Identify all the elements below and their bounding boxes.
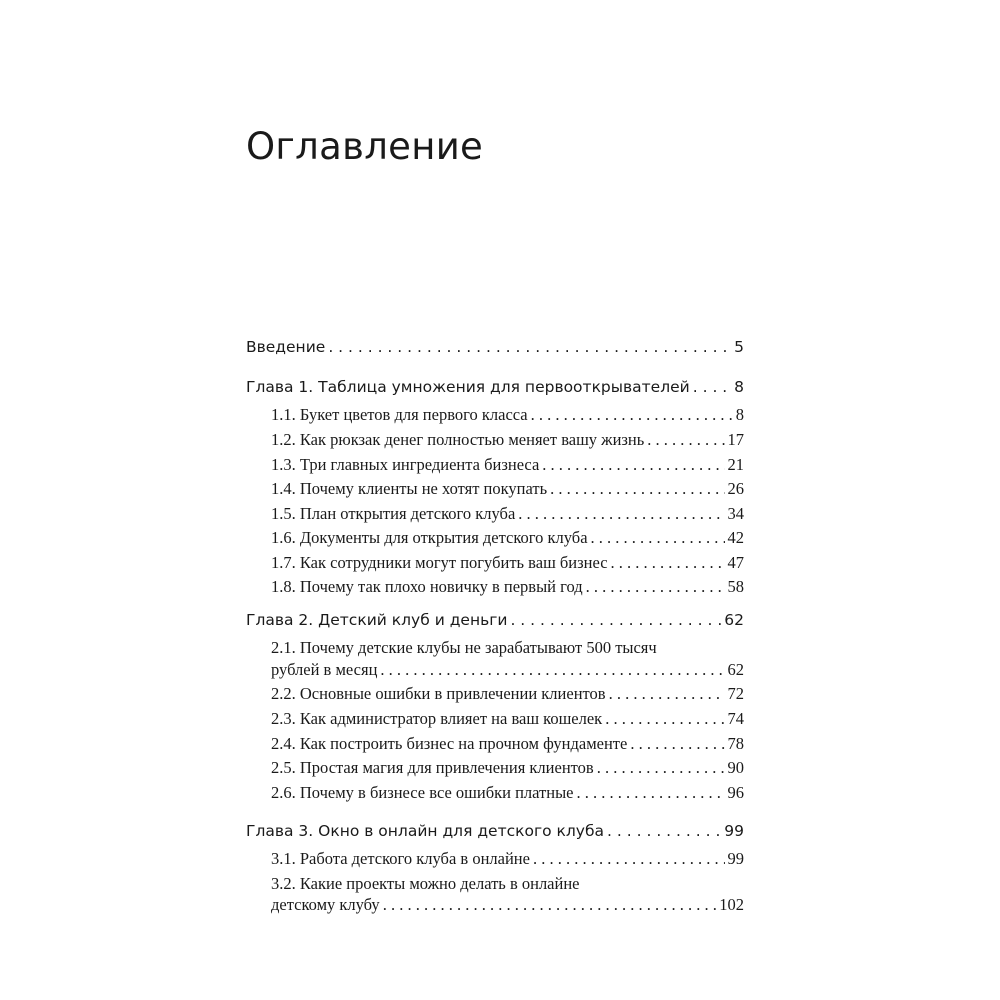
- toc-entry-page: 26: [727, 479, 744, 498]
- toc-entry-page: 58: [727, 577, 744, 596]
- dot-leader: [597, 760, 725, 777]
- dot-leader: [609, 686, 725, 703]
- dot-leader: [510, 613, 721, 629]
- toc-entry-label: 1.3. Три главных ингредиента бизнеса: [271, 455, 540, 474]
- toc-entry-label: Глава 1. Таблица умножения для первооткрывателей: [246, 378, 690, 396]
- toc-entry-section-2-4[interactable]: [271, 736, 744, 753]
- toc-entry-chapter-3[interactable]: [246, 824, 744, 840]
- toc-entry-page: 102: [719, 895, 744, 914]
- toc-entry-page: 78: [727, 734, 744, 753]
- dot-leader: [550, 481, 724, 498]
- toc-entry-label: 1.4. Почему клиенты не хотят покупать: [271, 479, 548, 498]
- toc-entry-label: 2.3. Как администратор влияет на ваш кошелек: [271, 709, 603, 728]
- toc-entry-label: 1.7. Как сотрудники могут погубить ваш бизнес: [271, 553, 608, 572]
- toc-entry-introduction[interactable]: [246, 340, 744, 356]
- toc-entry-section-3-2-line1[interactable]: [271, 876, 580, 893]
- toc-entry-page: 17: [727, 430, 744, 449]
- toc-entry-label: 3.2. Какие проекты можно делать в онлайне: [271, 874, 580, 893]
- page-title: Оглавление: [246, 125, 484, 168]
- toc-entry-page: 74: [727, 709, 744, 728]
- toc-entry-section-2-6[interactable]: [271, 785, 744, 802]
- toc-entry-section-1-6[interactable]: [271, 530, 744, 547]
- toc-entry-page: 72: [727, 684, 744, 703]
- toc-entry-section-1-4[interactable]: [271, 481, 744, 498]
- toc-entry-page: 42: [727, 528, 744, 547]
- toc-entry-page: 90: [727, 758, 744, 777]
- dot-leader: [630, 736, 724, 753]
- toc-entry-section-1-7[interactable]: [271, 555, 744, 572]
- dot-leader: [607, 824, 721, 840]
- dot-leader: [605, 711, 724, 728]
- toc-entry-section-2-3[interactable]: [271, 711, 744, 728]
- dot-leader: [576, 785, 724, 802]
- toc-entry-label: 1.5. План открытия детского клуба: [271, 504, 516, 523]
- dot-leader: [542, 457, 724, 474]
- toc-entry-section-2-2[interactable]: [271, 686, 744, 703]
- toc-entry-label: рублей в месяц: [271, 660, 378, 679]
- toc-entry-label: 3.1. Работа детского клуба в онлайне: [271, 849, 530, 868]
- toc-entry-label: 2.5. Простая магия для привлечения клиентов: [271, 758, 594, 777]
- dot-leader: [531, 407, 733, 424]
- dot-leader: [611, 555, 725, 572]
- toc-entry-label: 2.1. Почему детские клубы не зарабатывают 500 тысяч: [271, 638, 657, 657]
- dot-leader: [383, 897, 717, 914]
- toc-entry-section-2-1-line1[interactable]: [271, 640, 657, 657]
- toc-entry-label: Введение: [246, 338, 326, 356]
- toc-entry-chapter-1[interactable]: [246, 380, 744, 396]
- toc-entry-section-2-5[interactable]: [271, 760, 744, 777]
- toc-entry-section-1-8[interactable]: [271, 579, 744, 596]
- toc-entry-page: 99: [727, 849, 744, 868]
- dot-leader: [693, 380, 731, 396]
- toc-entry-page: 34: [727, 504, 744, 523]
- toc-entry-page: 5: [734, 338, 744, 356]
- toc-entry-label: 1.1. Букет цветов для первого класса: [271, 405, 528, 424]
- toc-entry-label: детскому клубу: [271, 895, 380, 914]
- toc-entry-section-1-2[interactable]: [271, 432, 744, 449]
- toc-entry-chapter-2[interactable]: [246, 613, 744, 629]
- toc-entry-section-3-1[interactable]: [271, 851, 744, 868]
- dot-leader: [328, 340, 731, 356]
- toc-entry-page: 96: [727, 783, 744, 802]
- toc-entry-page: 62: [724, 611, 744, 629]
- toc-entry-section-1-5[interactable]: [271, 506, 744, 523]
- dot-leader: [586, 579, 725, 596]
- dot-leader: [647, 432, 724, 449]
- toc-entry-page: 62: [727, 660, 744, 679]
- toc-entry-section-1-1[interactable]: [271, 407, 744, 424]
- toc-entry-label: 1.8. Почему так плохо новичку в первый год: [271, 577, 583, 596]
- toc-entry-page: 47: [727, 553, 744, 572]
- toc-entry-page: 21: [727, 455, 744, 474]
- toc-entry-page: 99: [724, 822, 744, 840]
- toc-entry-label: Глава 3. Окно в онлайн для детского клуба: [246, 822, 605, 840]
- toc-entry-label: 2.4. Как построить бизнес на прочном фундаменте: [271, 734, 628, 753]
- dot-leader: [380, 662, 724, 679]
- toc-entry-label: 2.6. Почему в бизнесе все ошибки платные: [271, 783, 574, 802]
- toc-entry-page: 8: [735, 405, 744, 424]
- toc-entry-label: 1.6. Документы для открытия детского клуба: [271, 528, 588, 547]
- toc-entry-section-3-2[interactable]: [271, 897, 744, 914]
- toc-entry-page: 8: [734, 378, 744, 396]
- dot-leader: [518, 506, 724, 523]
- toc-entry-section-2-1[interactable]: [271, 662, 744, 679]
- dot-leader: [591, 530, 725, 547]
- toc-entry-section-1-3[interactable]: [271, 457, 744, 474]
- toc-entry-label: 1.2. Как рюкзак денег полностью меняет вашу жизнь: [271, 430, 645, 449]
- toc-entry-label: Глава 2. Детский клуб и деньги: [246, 611, 508, 629]
- toc-entry-label: 2.2. Основные ошибки в привлечении клиентов: [271, 684, 606, 703]
- dot-leader: [533, 851, 725, 868]
